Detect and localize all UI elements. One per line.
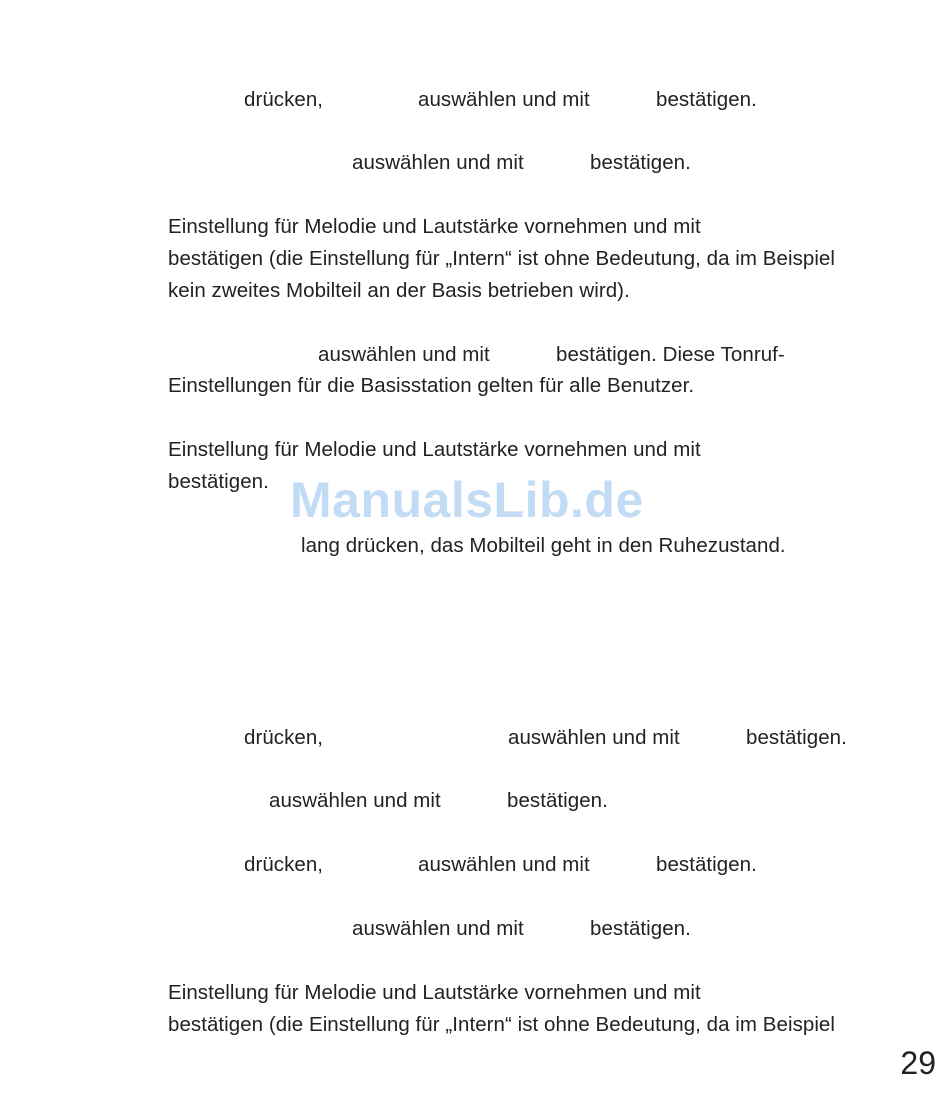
s2-step2-select: auswählen und mit — [269, 789, 441, 812]
s1-step2-select: auswählen und mit — [352, 151, 524, 174]
s2-step5-line2: bestätigen (die Einstellung für „Intern“ ist ohne Bedeutung, da im Beispiel — [168, 1013, 835, 1036]
s2-step2-confirm: bestätigen. — [507, 789, 608, 812]
s1-step1-confirm: bestätigen. — [656, 88, 757, 111]
s1-step1-press: drücken, — [244, 88, 324, 111]
s1-step3-line3: kein zweites Mobilteil an der Basis betrieben wird). — [168, 279, 630, 302]
s2-step3-select: auswählen und mit — [418, 853, 590, 876]
s2-step3-press: drücken, — [244, 853, 324, 876]
s1-step4-select: auswählen und mit — [318, 343, 490, 366]
s2-step1-select: auswählen und mit — [508, 726, 680, 749]
s2-step3-confirm: bestätigen. — [656, 853, 757, 876]
s2-step4-confirm: bestätigen. — [590, 917, 691, 940]
watermark-logo: ManualsLib.de — [290, 472, 644, 528]
s1-step5-line1: Einstellung für Melodie und Lautstärke vornehmen und mit — [168, 438, 701, 461]
s1-step6: lang drücken, das Mobilteil geht in den Ruhezustand. — [301, 534, 786, 557]
s1-step3-line2: bestätigen (die Einstellung für „Intern“ ist ohne Bedeutung, da im Beispiel — [168, 247, 835, 270]
s2-step5-line1: Einstellung für Melodie und Lautstärke vornehmen und mit — [168, 981, 701, 1004]
page-number: 29 — [900, 1045, 936, 1081]
s1-step4-confirm: bestätigen. Diese Tonruf- — [556, 343, 785, 366]
s2-step1-confirm: bestätigen. — [746, 726, 847, 749]
s1-step5-line2: bestätigen. — [168, 470, 269, 493]
s2-step1-press: drücken, — [244, 726, 324, 749]
s1-step1-select: auswählen und mit — [418, 88, 590, 111]
s1-step2-confirm: bestätigen. — [590, 151, 691, 174]
s1-step4-line2: Einstellungen für die Basisstation gelten für alle Benutzer. — [168, 374, 695, 397]
s2-step4-select: auswählen und mit — [352, 917, 524, 940]
s1-step3-line1: Einstellung für Melodie und Lautstärke vornehmen und mit — [168, 215, 701, 238]
